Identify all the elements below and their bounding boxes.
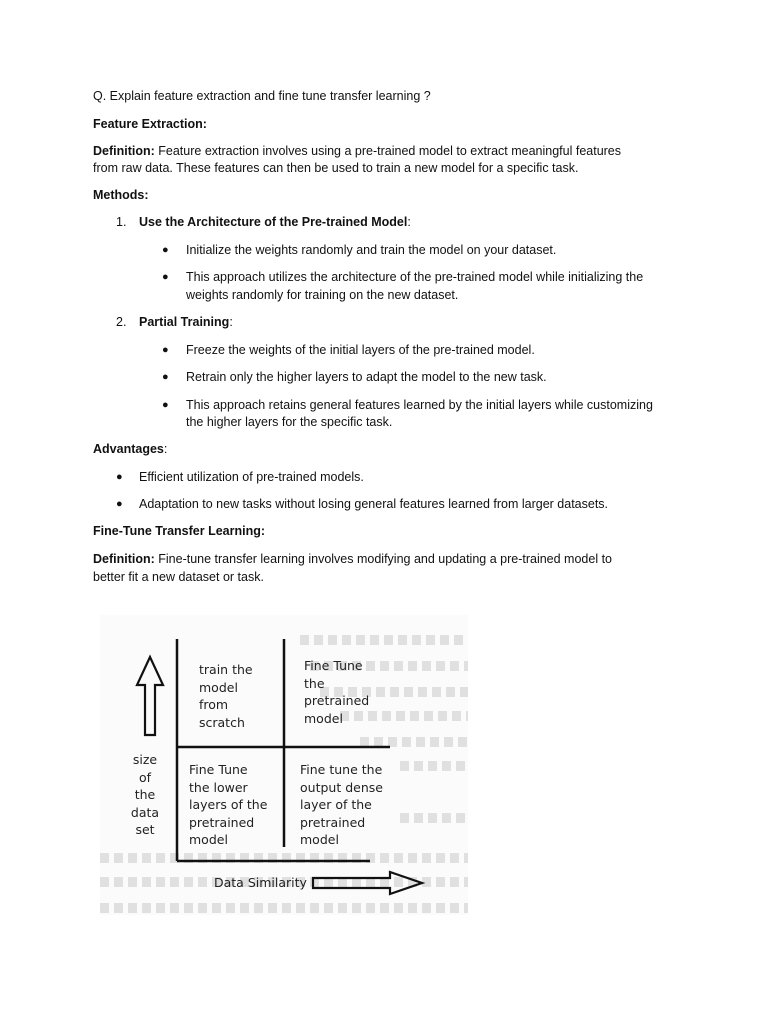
quadrant-line: from bbox=[199, 697, 229, 712]
definition-text-line1: Feature extraction involves using a pre-trained model to extract meaningful features bbox=[154, 144, 622, 158]
quadrant-top-right bbox=[304, 657, 369, 727]
bullet-icon: ● bbox=[162, 371, 169, 383]
quadrant-line: pretrained bbox=[304, 693, 370, 708]
y-axis-label-word: size bbox=[132, 752, 158, 767]
method-1-title-suffix: : bbox=[407, 215, 411, 229]
method-1-number: 1. bbox=[116, 215, 127, 229]
quadrant-line: output dense bbox=[300, 779, 383, 795]
quadrant-line: model bbox=[199, 679, 238, 695]
advantages-heading-text: Advantages bbox=[93, 442, 164, 456]
right-arrow-icon bbox=[313, 872, 422, 894]
method-2-bullet-3-line2: the higher layers for the specific task. bbox=[186, 415, 393, 429]
advantages-heading bbox=[93, 440, 167, 458]
y-axis-label-word: data bbox=[130, 804, 160, 820]
method-2-title bbox=[139, 313, 233, 331]
quadrant-line: the lower bbox=[189, 779, 248, 795]
quadrant-line: the bbox=[304, 675, 325, 691]
methods-heading: Methods: bbox=[93, 188, 149, 202]
bullet-icon: ● bbox=[116, 498, 123, 510]
quadrant-top-left bbox=[199, 661, 253, 731]
method-2-bullet-1: Freeze the weights of the initial layers of the pre-trained model. bbox=[186, 343, 535, 357]
advantage-item-1: Efficient utilization of pre-trained models. bbox=[139, 470, 364, 484]
definition-label: Definition: bbox=[93, 552, 155, 566]
bullet-icon: ● bbox=[162, 344, 169, 356]
y-axis-label-word: the bbox=[134, 787, 156, 802]
definition-text-line2: from raw data. These features can then be used to train a new model for a specific task. bbox=[93, 161, 579, 175]
method-1-title-text: Use the Architecture of the Pre-trained Model bbox=[139, 215, 408, 229]
fine-tune-definition bbox=[93, 550, 612, 568]
quadrant-line: layer of the bbox=[300, 797, 372, 812]
up-arrow-icon bbox=[137, 657, 163, 735]
quadrant-line: pretrained bbox=[300, 814, 366, 830]
y-axis-label-word: of bbox=[138, 769, 152, 785]
feature-extraction-definition bbox=[93, 142, 621, 160]
quadrant-bottom-right bbox=[300, 761, 383, 849]
quadrant-bottom-left bbox=[189, 761, 267, 849]
quadrant-line: Fine Tune bbox=[189, 762, 248, 777]
fine-tune-heading: Fine-Tune Transfer Learning: bbox=[93, 524, 266, 538]
definition-label: Definition: bbox=[93, 144, 155, 158]
method-1-title bbox=[139, 213, 411, 231]
quadrant-line: Fine Tune bbox=[304, 658, 363, 673]
bullet-icon: ● bbox=[162, 271, 169, 283]
quadrant-line: Fine tune the bbox=[300, 762, 383, 777]
feature-extraction-heading: Feature Extraction: bbox=[93, 117, 207, 131]
method-1-bullet-2-line2: weights randomly for training on the new dataset. bbox=[186, 288, 459, 302]
bullet-icon: ● bbox=[116, 471, 123, 483]
quadrant-line: model bbox=[304, 710, 343, 726]
y-axis-label-word: set bbox=[135, 822, 155, 837]
question-text: Q. Explain feature extraction and fine tune transfer learning ? bbox=[93, 89, 431, 103]
quadrant-line: pretrained bbox=[189, 814, 255, 830]
transfer-learning-quadrant-figure bbox=[100, 615, 468, 915]
advantage-item-2: Adaptation to new tasks without losing general features learned from larger datasets. bbox=[139, 497, 609, 511]
fine-tune-definition-line2: better fit a new dataset or task. bbox=[93, 570, 264, 584]
advantages-heading-suffix: : bbox=[163, 442, 168, 456]
bullet-icon: ● bbox=[162, 399, 169, 411]
quadrant-line: scratch bbox=[199, 714, 245, 730]
quadrant-line: model bbox=[189, 832, 228, 847]
method-2-bullet-3-line1: This approach retains general features learned by the initial layers while customizing bbox=[186, 398, 653, 412]
y-axis-label bbox=[130, 751, 160, 839]
method-2-bullet-2: Retrain only the higher layers to adapt the model to the new task. bbox=[186, 370, 547, 384]
method-2-title-text: Partial Training bbox=[139, 315, 230, 329]
fine-tune-definition-line1: Fine-tune transfer learning involves modifying and updating a pre-trained model to bbox=[154, 552, 613, 566]
bullet-icon: ● bbox=[162, 244, 169, 256]
method-1-bullet-2-line1: This approach utilizes the architecture of the pre-trained model while initializing the bbox=[186, 270, 644, 284]
quadrant-line: train the bbox=[199, 662, 253, 677]
quadrant-line: layers of the bbox=[189, 797, 268, 812]
method-2-number: 2. bbox=[116, 315, 127, 329]
method-1-bullet-1: Initialize the weights randomly and train the model on your dataset. bbox=[186, 243, 557, 257]
method-2-title-suffix: : bbox=[229, 315, 233, 329]
quadrant-line: model bbox=[300, 832, 339, 847]
x-axis-label: Data Similarity bbox=[214, 875, 307, 890]
